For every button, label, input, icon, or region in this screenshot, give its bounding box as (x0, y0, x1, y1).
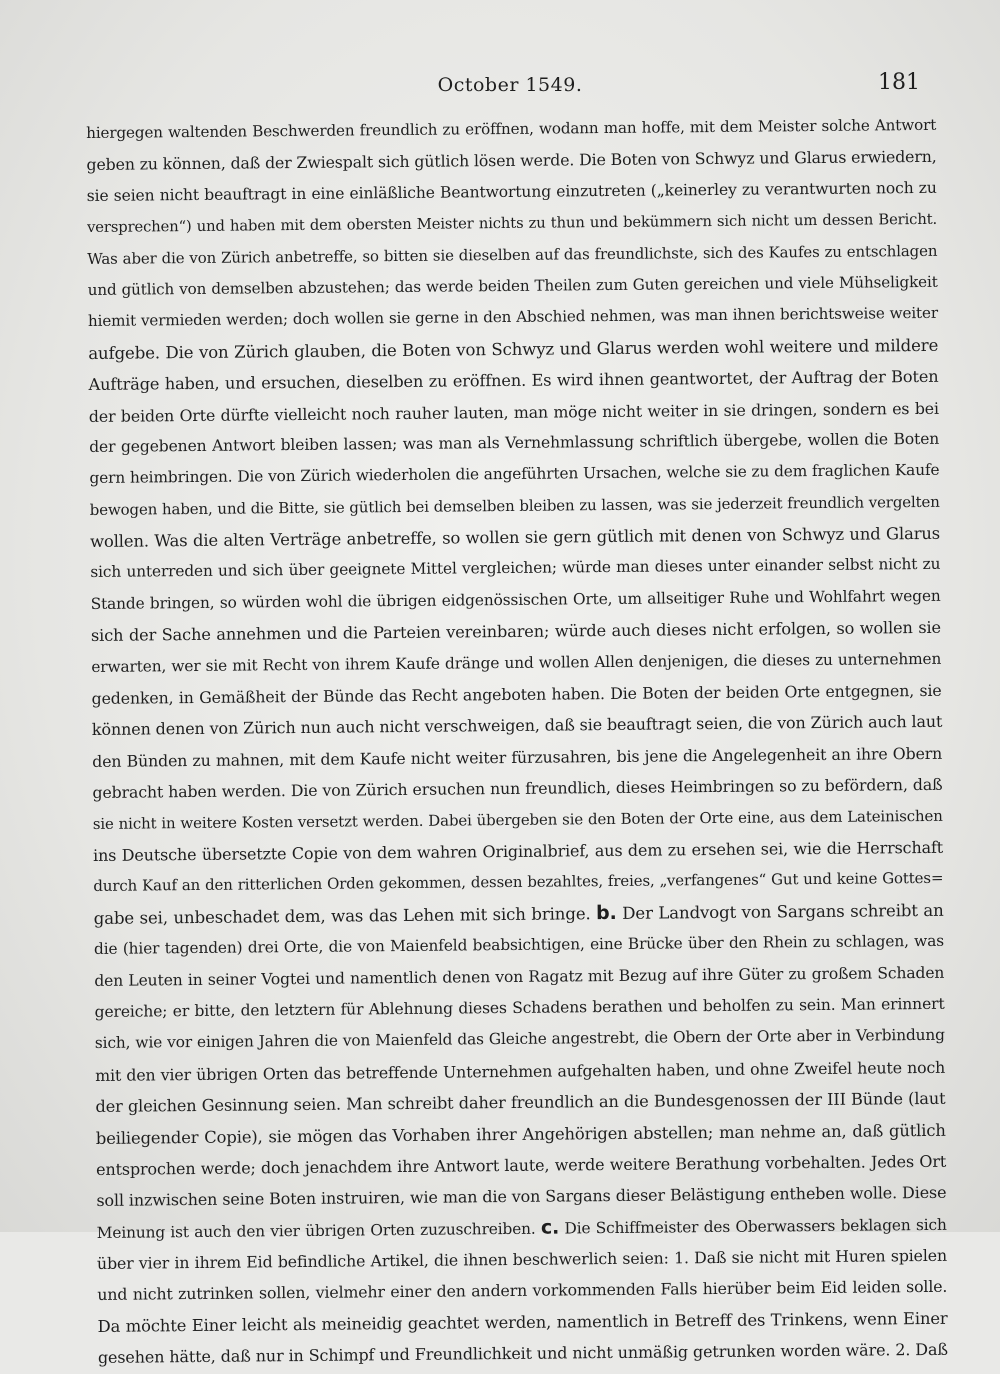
text-segment: beiliegender Copie), sie mögen das Vorhaben ihrer Angehörigen abstellen; man nehme an, daß gütlich (95, 1120, 946, 1148)
text-segment: sich unterreden und sich über geeignete Mittel vergleichen; würde man dieses unter einander selbst nicht zu (90, 555, 941, 582)
text-segment: Was aber die von Zürich anbetreffe, so bitten sie dieselben auf das freundlichste, sich des Kaufes zu entschlagen (87, 241, 938, 268)
text-segment: und gütlich von demselben abzustehen; das werde beiden Theilen zum Guten gereichen und viele Mühseligkeit (87, 272, 938, 299)
page-header (90, 70, 930, 106)
text-segment: Der Landvogt von Sargans schreibt an (616, 900, 944, 923)
page-number: 181 (878, 70, 920, 95)
text-segment: Aufträge haben, und ersuchen, dieselben zu eröffnen. Es wird ihnen geantwortet, der Auftrag der Boten (88, 366, 939, 395)
text-segment: und nicht zutrinken sollen, vielmehr einer den andern vorkommenden Falls hierüber beim Eid leiden solle. (97, 1277, 948, 1305)
text-segment: gern heimbringen. Die von Zürich wiederholen die angeführten Ursachen, welche sie zu dem fraglichen Kaufe (89, 461, 940, 488)
text-segment: sie seien nicht beauftragt in eine einläßliche Beantwortung einzutreten („keinerley zu verantwurten noch zu (86, 178, 937, 205)
text-segment: entsprochen werde; doch jenachdem ihre Antwort laute, werde weitere Berathung vorbehalten. Jedes Ort (96, 1151, 947, 1179)
text-segment: über vier in ihrem Eid befindliche Artikel, die ihnen beschwerlich seien: 1. Daß sie nicht mit Huren spielen (96, 1245, 948, 1274)
text-segment: soll inzwischen seine Boten instruiren, wie man die von Sargans dieser Belästigung entheben wolle. Diese (96, 1183, 947, 1211)
text-segment: hiergegen waltenden Beschwerden freundlich zu eröffnen, wodann man hoffe, mit dem Meister solche Antwort (86, 115, 937, 142)
text-segment: gedenken, in Gemäßheit der Bünde das Recht angeboten haben. Die Boten der beiden Orte entgegnen, sie (91, 680, 942, 709)
section-marker: c. (540, 1216, 560, 1239)
text-segment: den Bünden zu mahnen, mit dem Kaufe nicht weiter fürzusahren, bis jene die Angelegenheit an ihre Obern (92, 743, 943, 771)
text-segment: bewogen haben, und die Bitte, sie gütlich bei demselben bleiben zu lassen, was sie jederzeit freundlich vergelten (89, 492, 940, 519)
text-segment: gesehen hätte, daß nur in Schimpf und Freundlichkeit und nicht unmäßig getrunken worden wäre. 2. Daß (97, 1340, 948, 1368)
body-text (86, 110, 948, 1374)
text-segment: gebracht haben werden. Die von Zürich ersuchen nun freundlich, dieses Heimbringen so zu befördern, daß (92, 775, 943, 803)
text-segment: durch Kauf an den ritterlichen Orden gekommen, dessen bezahltes, freies, „verfangenes“ Gut und keine Gottes= (93, 869, 944, 896)
text-segment: sie nicht in weitere Kosten versetzt werden. Dabei übergeben sie den Boten der Orte eine, aus dem Lateinischen (92, 806, 943, 833)
section-marker: b. (596, 901, 617, 924)
text-segment: erwarten, wer sie mit Recht von ihrem Kaufe dränge und wollen Allen denjenigen, die dieses zu unternehmen (91, 649, 942, 676)
text-segment: gabe sei, unbeschadet dem, was das Lehen mit sich bringe. (93, 903, 597, 928)
text-segment: mit den vier übrigen Orten das betreffende Unternehmen aufgehalten haben, und ohne Zweifel heute noch (95, 1057, 946, 1085)
text-segment: können denen von Zürich nun auch nicht verschweigen, daß sie beauftragt seien, die von Zürich auch laut (91, 712, 943, 740)
text-segment: den Leuten in seiner Vogtei und namentlich denen von Ragatz mit Bezug auf ihre Güter zu großem Schaden (94, 963, 945, 990)
text-segment: aufgebe. Die von Zürich glauben, die Boten von Schwyz und Glarus werden wohl weitere und mildere (88, 335, 939, 363)
text-segment: hiemit vermieden werden; doch wollen sie gerne in den Abschied nehmen, was man ihnen berichtsweise weiter (87, 304, 938, 331)
text-segment: der gegebenen Antwort bleiben lassen; was man als Vernehmlassung schriftlich übergebe, wollen die Boten (89, 429, 940, 456)
text-segment: versprechen“) und haben mit dem obersten Meister nichts zu thun und bekümmern sich nicht um dessen Bericht. (86, 211, 938, 237)
text-segment: wollen. Was die alten Verträge anbetreffe, so wollen sie gern gütlich mit denen von Schwyz und Glarus (89, 523, 941, 552)
text-segment: Da möchte Einer leicht als meineidig geachtet werden, namentlich in Betreff des Trinkens, wenn Einer (97, 1308, 948, 1336)
text-segment: sich, wie vor einigen Jahren die von Maienfeld das Gleiche angestrebt, die Obern der Orte aber in Verbindung (94, 1026, 945, 1053)
text-segment: ins Deutsche übersetzte Copie von dem wahren Originalbrief, aus dem zu ersehen sei, wie die Herrschaft (92, 837, 944, 865)
text-segment: Die Schiffmeister des Oberwassers beklagen sich (559, 1215, 947, 1238)
text-segment: die (hier tagenden) drei Orte, die von Maienfeld beabsichtigen, eine Brücke über den Rhein zu schlagen, was (93, 931, 945, 959)
text-segment: geben zu können, daß der Zwiespalt sich gütlich lösen werde. Die Boten von Schwyz und Glarus erwiedern, (86, 147, 937, 175)
text-segment: der gleichen Gesinnung seien. Man schreibt daher freundlich an die Bundesgenossen der III Bünde (laut (95, 1088, 946, 1117)
text-segment: der beiden Orte dürfte vielleicht noch rauher lauten, man möge nicht weiter in sie dringen, sondern es bei (88, 398, 939, 426)
text-segment: Meinung ist auch den vier übrigen Orten zuzuschreiben. (96, 1219, 542, 1242)
text-segment: Stande bringen, so würden wohl die übrigen eidgenössischen Orte, um allseitiger Ruhe und Wohlfahrt wegen (90, 586, 941, 613)
text-segment: sich der Sache annehmen und die Parteien vereinbaren; würde auch dieses nicht erfolgen, so wollen sie (90, 618, 942, 646)
running-head: October 1549. (437, 74, 583, 96)
text-segment: gereiche; er bitte, den letztern für Ablehnung dieses Schadens berathen und beholfen zu sein. Man erinnert (94, 994, 945, 1021)
